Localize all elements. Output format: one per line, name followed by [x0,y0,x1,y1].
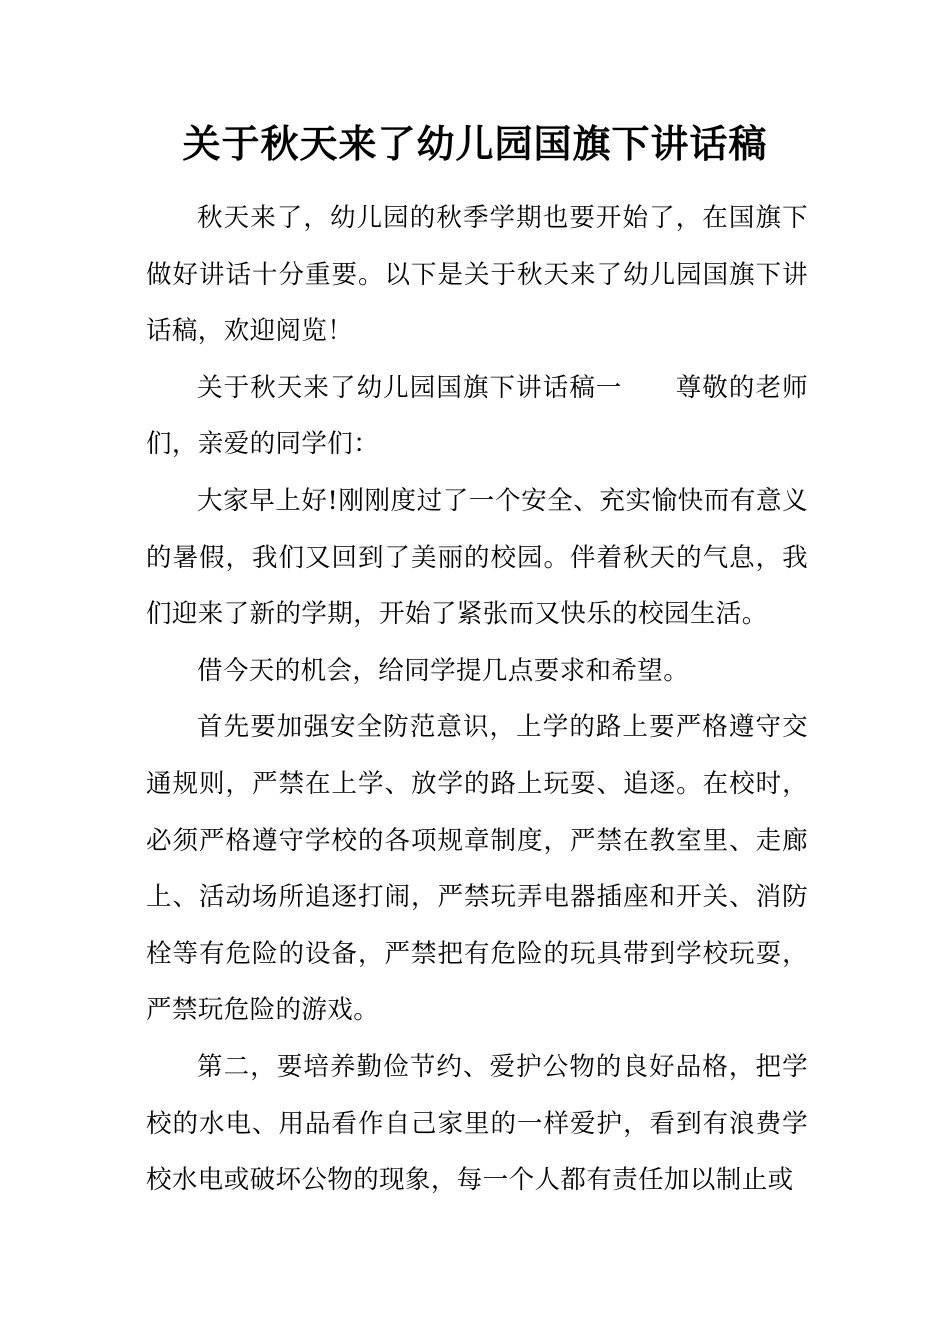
paragraph-thrift: 第二，要培养勤俭节约、爱护公物的良好品格，把学校的水电、用品看作自己家里的一样爱护，看到有浪费学校水电或破坏公物的现象，每一个人都有责任加以制止或 [146,1051,808,1196]
document-body [146,190,808,1209]
paragraph-intro: 秋天来了，幼儿园的秋季学期也要开始了，在国旗下做好讲话十分重要。以下是关于秋天来了幼儿园国旗下讲话稿，欢迎阅览！ [146,203,808,347]
document-title: 关于秋天来了幼儿园国旗下讲话稿 [182,121,768,166]
paragraph-requirements-intro: 借今天的机会，给同学提几点要求和希望。 [197,655,690,686]
paragraph-speech-heading: 关于秋天来了幼儿园国旗下讲话稿一 尊敬的老师们，亲爱的同学们： [146,372,808,460]
paragraph-safety: 首先要加强安全防范意识，上学的路上要严格遵守交通规则，严禁在上学、放学的路上玩耍、追逐。在校时，必须严格遵守学校的各项规章制度，严禁在教室里、走廊上、活动场所追逐打闹，严禁玩弄电器插座和开关、消防栓等有危险的设备，严禁把有危险的玩具带到学校玩耍，严禁玩危险的游戏。 [146,712,808,1026]
paragraph-greeting: 大家早上好!刚刚度过了一个安全、充实愉快而有意义的暑假，我们又回到了美丽的校园。伴着秋天的气息，我们迎来了新的学期，开始了紧张而又快乐的校园生活。 [146,485,808,630]
